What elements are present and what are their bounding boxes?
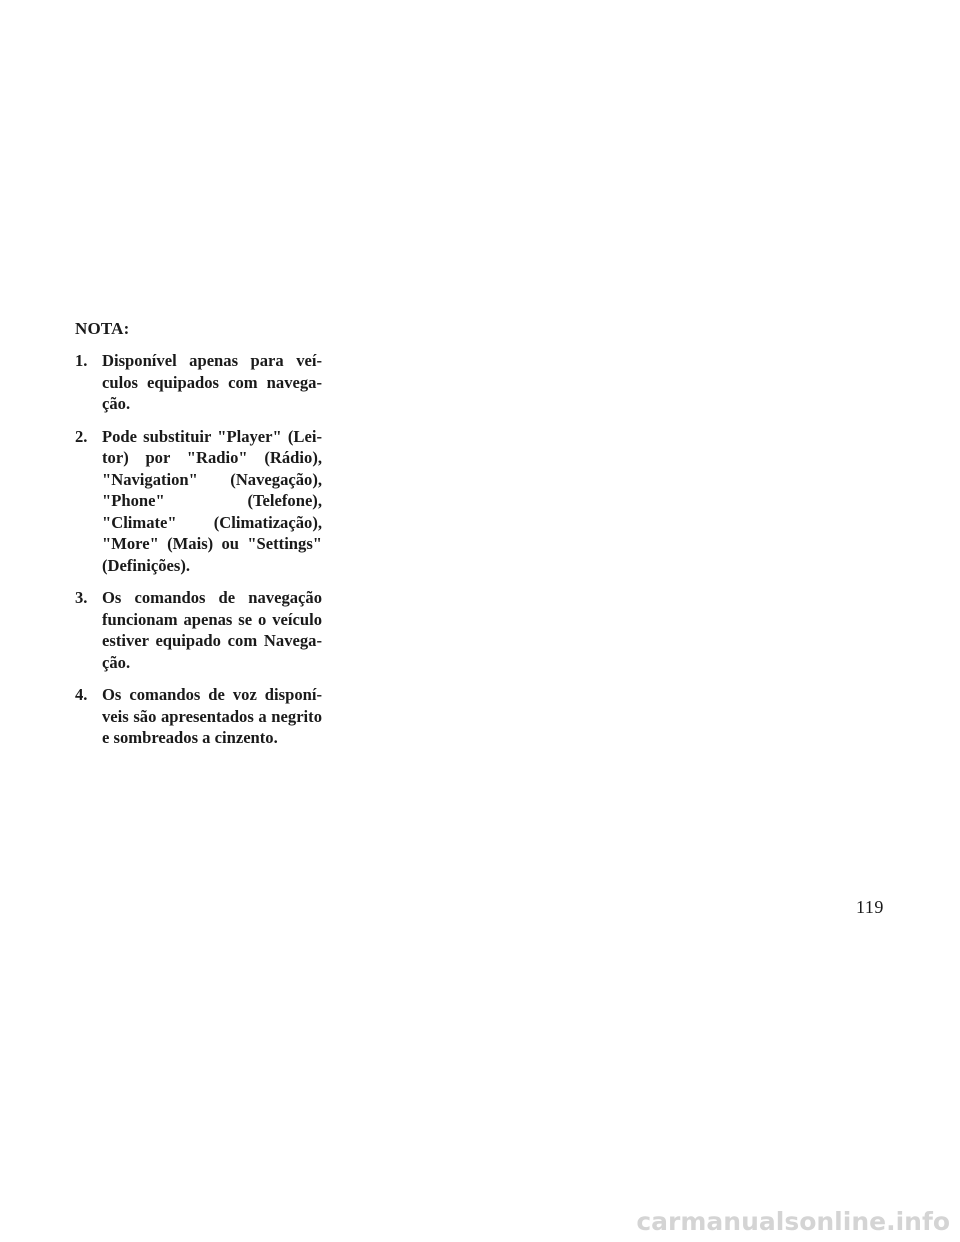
note-item-text: Os comandos de navegação funcionam apenas se o veículo estiver equipado com Navegação.	[102, 588, 322, 672]
note-item-number: 2.	[75, 426, 88, 446]
note-item-number: 3.	[75, 588, 88, 607]
note-item-text: Disponível apenas para veículos equipados com navegação.	[102, 351, 322, 413]
note-item-4	[75, 684, 322, 749]
note-item-3	[75, 587, 322, 673]
watermark-text: carmanualsonline.info	[636, 1207, 950, 1236]
note-title: NOTA:	[75, 319, 130, 338]
page-number: 119	[856, 897, 884, 917]
note-list	[75, 350, 322, 749]
note-item-text: Os comandos de voz disponíveis são apresentados a negrito e sombreados a cinzento.	[102, 685, 322, 747]
note-item-1	[75, 350, 322, 415]
note-item-number: 4.	[75, 685, 88, 704]
note-block	[75, 318, 322, 760]
note-item-number: 1.	[75, 351, 88, 370]
note-item-text: Pode substituir "Player" (Leitor) por "Radio" (Rádio), "Navigation" (Navegação), "Phone" (Telefone), "Climate" (Climatização), "More" (Mais) ou "Settings" (Definições).	[102, 426, 322, 575]
note-item-2	[75, 426, 322, 577]
